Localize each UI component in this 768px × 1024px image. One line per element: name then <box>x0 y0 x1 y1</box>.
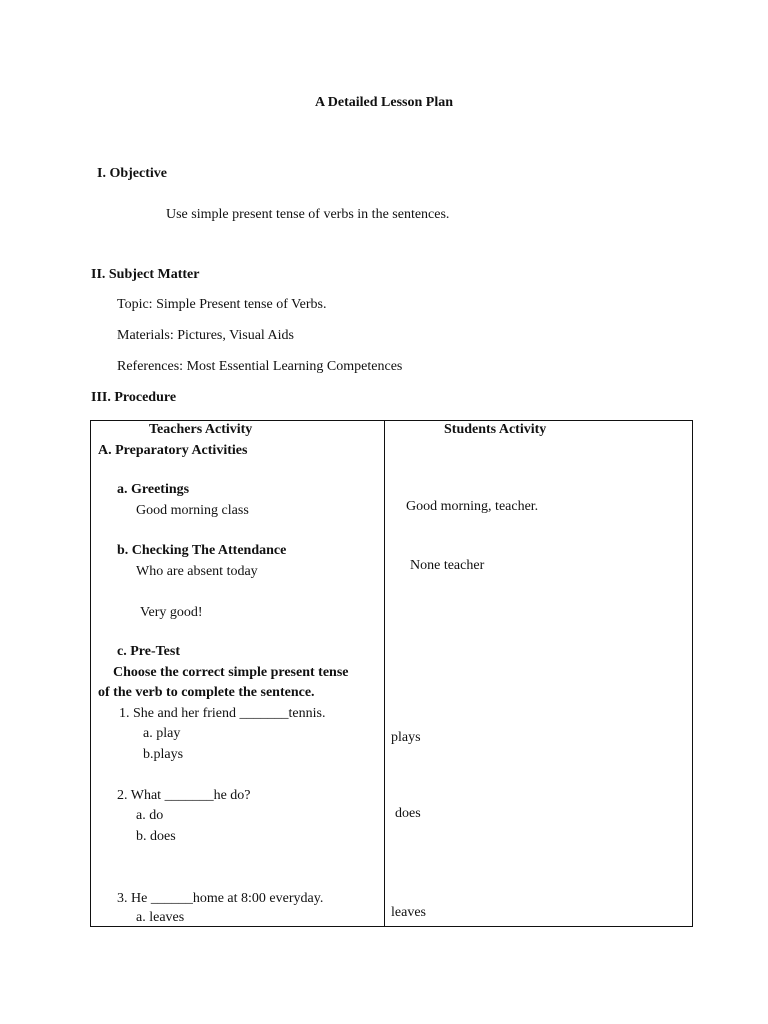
very-good-text: Very good! <box>140 605 203 620</box>
references-line: References: Most Essential Learning Competences <box>117 359 403 374</box>
students-activity-header: Students Activity <box>444 422 547 437</box>
materials-line: Materials: Pictures, Visual Aids <box>117 328 294 343</box>
greetings-text: Good morning class <box>136 503 249 518</box>
topic-line: Topic: Simple Present tense of Verbs. <box>117 297 327 312</box>
teachers-activity-header: Teachers Activity <box>149 422 253 437</box>
question-3-option-a: a. leaves <box>136 910 185 925</box>
objective-heading: I. Objective <box>97 166 167 181</box>
pretest-heading: c. Pre-Test <box>117 644 180 659</box>
question-1: 1. She and her friend _______tennis. <box>119 706 326 721</box>
attendance-text: Who are absent today <box>136 564 258 579</box>
pretest-instruction-line-1: Choose the correct simple present tense <box>113 665 349 680</box>
attendance-heading: b. Checking The Attendance <box>117 543 287 558</box>
question-2-option-a: a. do <box>136 808 164 823</box>
page-title: A Detailed Lesson Plan <box>314 95 454 110</box>
procedure-heading: III. Procedure <box>91 390 177 405</box>
question-3: 3. He ______home at 8:00 everyday. <box>117 891 324 906</box>
table-column-divider <box>384 421 385 926</box>
pretest-instruction-line-2: of the verb to complete the sentence. <box>98 685 315 700</box>
question-2-option-b: b. does <box>136 829 176 844</box>
objective-text: Use simple present tense of verbs in the sentences. <box>166 207 450 222</box>
question-1-option-b: b.plays <box>143 747 184 762</box>
question-2: 2. What _______he do? <box>117 788 251 803</box>
subject-matter-heading: II. Subject Matter <box>91 267 200 282</box>
student-attendance-reply: None teacher <box>410 558 485 573</box>
question-1-option-a: a. play <box>143 726 181 741</box>
greetings-heading: a. Greetings <box>117 482 190 497</box>
procedure-table <box>90 420 693 927</box>
student-answer-3: leaves <box>391 905 426 920</box>
student-answer-1: plays <box>391 730 421 745</box>
student-answer-2: does <box>395 806 421 821</box>
section-preparatory-activities: A. Preparatory Activities <box>98 443 248 458</box>
student-greeting-reply: Good morning, teacher. <box>406 499 539 514</box>
